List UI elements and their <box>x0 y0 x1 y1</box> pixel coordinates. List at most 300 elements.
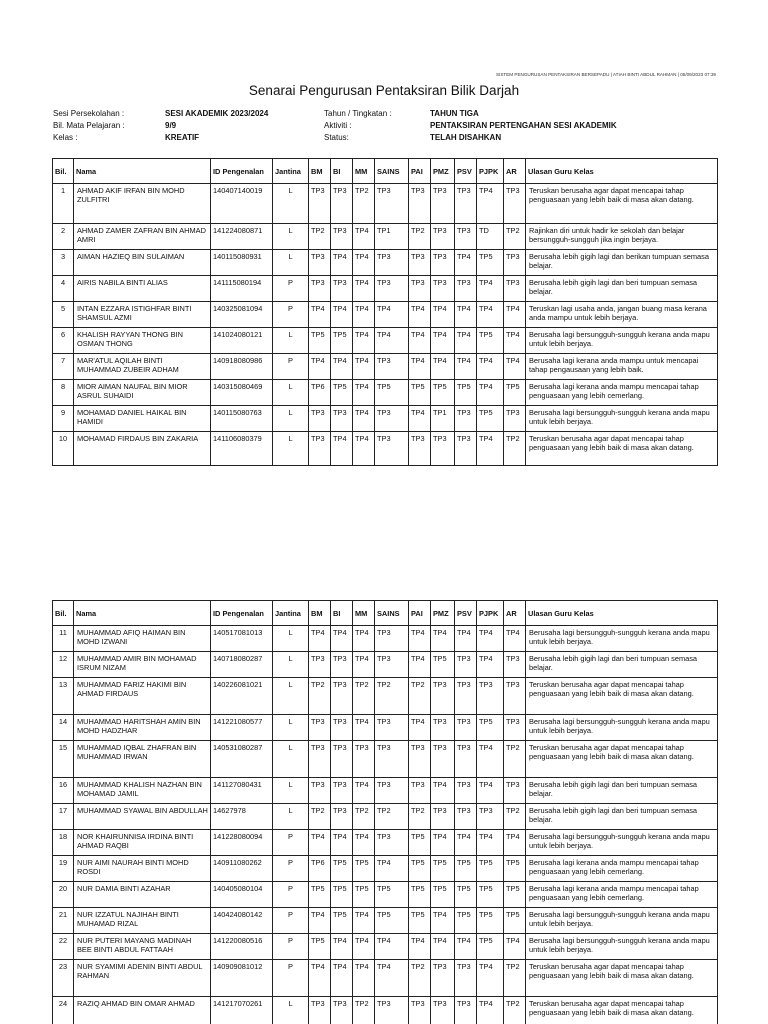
cell-pjpk: TP4 <box>477 184 504 224</box>
cell-psv: TP4 <box>455 250 477 276</box>
cell-ar: TP4 <box>504 302 526 328</box>
cell-ulasan: Berusaha lagi bersungguh-sungguh kerana anda mapu untuk lebih berjaya. <box>526 626 718 652</box>
cell-pmz: TP3 <box>431 741 455 778</box>
column-header-sains: SAINS <box>375 159 409 184</box>
cell-jantina: L <box>273 224 309 250</box>
cell-ar: TP3 <box>504 250 526 276</box>
cell-bi: TP5 <box>331 908 353 934</box>
cell-ar: TP4 <box>504 934 526 960</box>
cell-jantina: P <box>273 302 309 328</box>
cell-bi: TP3 <box>331 184 353 224</box>
column-header-bi: BI <box>331 601 353 626</box>
cell-ar: TP5 <box>504 380 526 406</box>
cell-pai: TP3 <box>409 250 431 276</box>
cell-jantina: L <box>273 804 309 830</box>
cell-ar: TP3 <box>504 778 526 804</box>
cell-jantina: L <box>273 406 309 432</box>
cell-bm: TP3 <box>309 778 331 804</box>
table-row <box>53 354 718 380</box>
cell-psv: TP3 <box>455 741 477 778</box>
cell-pai: TP5 <box>409 882 431 908</box>
cell-pai: TP3 <box>409 276 431 302</box>
cell-pmz: TP4 <box>431 934 455 960</box>
class-value: KREATIF <box>165 133 200 142</box>
cell-bil: 9 <box>53 406 74 432</box>
cell-bi: TP3 <box>331 778 353 804</box>
cell-psv: TP5 <box>455 908 477 934</box>
cell-ulasan: Berusaha lagi bersungguh-sungguh kerana anda mapu untuk lebih berjaya. <box>526 908 718 934</box>
cell-id-pengenalan: 140517081013 <box>211 626 273 652</box>
cell-jantina: P <box>273 882 309 908</box>
cell-pai: TP3 <box>409 741 431 778</box>
cell-pai: TP5 <box>409 908 431 934</box>
cell-pai: TP2 <box>409 804 431 830</box>
column-header-pjpk: PJPK <box>477 601 504 626</box>
cell-ar: TP5 <box>504 908 526 934</box>
class-info-panel <box>53 109 733 145</box>
cell-mm: TP5 <box>353 856 375 882</box>
cell-id-pengenalan: 140909081012 <box>211 960 273 997</box>
cell-sains: TP2 <box>375 678 409 715</box>
cell-bil: 16 <box>53 778 74 804</box>
cell-bil: 14 <box>53 715 74 741</box>
cell-bm: TP6 <box>309 380 331 406</box>
cell-jantina: L <box>273 741 309 778</box>
cell-pmz: TP3 <box>431 432 455 466</box>
cell-pjpk: TP4 <box>477 302 504 328</box>
cell-bil: 7 <box>53 354 74 380</box>
cell-psv: TP5 <box>455 882 477 908</box>
cell-psv: TP4 <box>455 830 477 856</box>
cell-bi: TP3 <box>331 678 353 715</box>
cell-pjpk: TP5 <box>477 328 504 354</box>
cell-bi: TP3 <box>331 741 353 778</box>
cell-ar: TP2 <box>504 804 526 830</box>
cell-jantina: L <box>273 678 309 715</box>
cell-pmz: TP3 <box>431 960 455 997</box>
cell-bi: TP3 <box>331 652 353 678</box>
cell-bm: TP5 <box>309 934 331 960</box>
cell-mm: TP4 <box>353 302 375 328</box>
cell-sains: TP3 <box>375 626 409 652</box>
cell-ulasan: Teruskan berusaha agar dapat mencapai tahap penguasaan yang lebih baik di masa akan datang. <box>526 432 718 466</box>
cell-ar: TP3 <box>504 678 526 715</box>
cell-nama: MOHAMAD DANIEL HAIKAL BIN HAMIDI <box>74 406 211 432</box>
cell-id-pengenalan: 140226081021 <box>211 678 273 715</box>
cell-nama: MOHAMAD FIRDAUS BIN ZAKARIA <box>74 432 211 466</box>
table-row <box>53 934 718 960</box>
cell-sains: TP4 <box>375 960 409 997</box>
cell-jantina: L <box>273 778 309 804</box>
cell-ulasan: Teruskan berusaha agar dapat mencapai tahap penguasaan yang lebih baik di masa akan datang. <box>526 960 718 997</box>
cell-pjpk: TP4 <box>477 354 504 380</box>
cell-sains: TP5 <box>375 380 409 406</box>
cell-mm: TP4 <box>353 354 375 380</box>
cell-bm: TP2 <box>309 224 331 250</box>
cell-psv: TP4 <box>455 354 477 380</box>
cell-pjpk: TP4 <box>477 652 504 678</box>
cell-sains: TP3 <box>375 741 409 778</box>
cell-pjpk: TP4 <box>477 626 504 652</box>
cell-bm: TP3 <box>309 997 331 1024</box>
cell-bi: TP4 <box>331 302 353 328</box>
cell-nama: MUHAMMAD KHALISH NAZHAN BIN MOHAMAD JAMIL <box>74 778 211 804</box>
cell-bi: TP5 <box>331 856 353 882</box>
table-row <box>53 960 718 997</box>
cell-pjpk: TP4 <box>477 432 504 466</box>
cell-mm: TP4 <box>353 432 375 466</box>
cell-bm: TP3 <box>309 652 331 678</box>
cell-nama: INTAN EZZARA ISTIGHFAR BINTI SHAMSUL AZMI <box>74 302 211 328</box>
cell-bil: 19 <box>53 856 74 882</box>
cell-pjpk: TP5 <box>477 882 504 908</box>
cell-jantina: P <box>273 908 309 934</box>
cell-pai: TP2 <box>409 960 431 997</box>
cell-bil: 24 <box>53 997 74 1024</box>
cell-id-pengenalan: 141024080121 <box>211 328 273 354</box>
cell-pjpk: TP4 <box>477 960 504 997</box>
table-row <box>53 432 718 466</box>
cell-bil: 8 <box>53 380 74 406</box>
cell-mm: TP5 <box>353 882 375 908</box>
cell-pmz: TP3 <box>431 715 455 741</box>
column-header-ar: AR <box>504 601 526 626</box>
cell-bil: 20 <box>53 882 74 908</box>
cell-pjpk: TP5 <box>477 934 504 960</box>
cell-psv: TP3 <box>455 804 477 830</box>
cell-psv: TP4 <box>455 328 477 354</box>
column-header-ulasan: Ulasan Guru Kelas <box>526 601 718 626</box>
cell-mm: TP4 <box>353 830 375 856</box>
cell-pmz: TP4 <box>431 354 455 380</box>
column-header-pjpk: PJPK <box>477 159 504 184</box>
cell-id-pengenalan: 141221080577 <box>211 715 273 741</box>
cell-ulasan: Teruskan berusaha agar dapat mencapai tahap penguasaan yang lebih baik di masa akan datang. <box>526 741 718 778</box>
cell-pai: TP3 <box>409 432 431 466</box>
cell-psv: TP3 <box>455 715 477 741</box>
cell-id-pengenalan: 140315080469 <box>211 380 273 406</box>
cell-bi: TP4 <box>331 250 353 276</box>
cell-ulasan: Teruskan berusaha agar dapat mencapai tahap penguasaan yang lebih baik di masa akan datang. <box>526 184 718 224</box>
cell-mm: TP2 <box>353 997 375 1024</box>
cell-psv: TP3 <box>455 432 477 466</box>
cell-bil: 12 <box>53 652 74 678</box>
status-value: TELAH DISAHKAN <box>430 133 502 142</box>
column-header-bi: BI <box>331 159 353 184</box>
cell-mm: TP4 <box>353 328 375 354</box>
cell-sains: TP3 <box>375 778 409 804</box>
column-header-nama: Nama <box>74 601 211 626</box>
cell-bm: TP5 <box>309 882 331 908</box>
table-row <box>53 406 718 432</box>
cell-bil: 13 <box>53 678 74 715</box>
cell-jantina: P <box>273 856 309 882</box>
cell-psv: TP4 <box>455 626 477 652</box>
cell-sains: TP5 <box>375 882 409 908</box>
meta-row-session <box>53 109 733 121</box>
cell-mm: TP4 <box>353 778 375 804</box>
cell-id-pengenalan: 141115080194 <box>211 276 273 302</box>
cell-pjpk: TP5 <box>477 908 504 934</box>
cell-pmz: TP5 <box>431 652 455 678</box>
cell-pmz: TP5 <box>431 856 455 882</box>
cell-psv: TP5 <box>455 856 477 882</box>
cell-ar: TP2 <box>504 741 526 778</box>
cell-pai: TP3 <box>409 778 431 804</box>
table-row <box>53 882 718 908</box>
cell-pjpk: TP5 <box>477 856 504 882</box>
column-header-ulasan: Ulasan Guru Kelas <box>526 159 718 184</box>
meta-row-subjects <box>53 121 733 133</box>
cell-ulasan: Berusaha lagi kerana anda mampu untuk mencapai tahap pengausaan yang lebih baik. <box>526 354 718 380</box>
column-header-psv: PSV <box>455 601 477 626</box>
cell-psv: TP4 <box>455 934 477 960</box>
cell-pmz: TP3 <box>431 997 455 1024</box>
cell-nama: RAZIQ AHMAD BIN OMAR AHMAD <box>74 997 211 1024</box>
cell-bil: 10 <box>53 432 74 466</box>
cell-pjpk: TP4 <box>477 380 504 406</box>
cell-nama: NUR IZZATUL NAJIHAH BINTI MUHAMAD RIZAL <box>74 908 211 934</box>
cell-ar: TP5 <box>504 882 526 908</box>
cell-id-pengenalan: 140115080763 <box>211 406 273 432</box>
table-row <box>53 804 718 830</box>
column-header-psv: PSV <box>455 159 477 184</box>
cell-pmz: TP4 <box>431 908 455 934</box>
cell-ar: TP4 <box>504 354 526 380</box>
cell-jantina: L <box>273 184 309 224</box>
cell-sains: TP3 <box>375 184 409 224</box>
cell-nama: NUR DAMIA BINTI AZAHAR <box>74 882 211 908</box>
column-header-bil: Bil. <box>53 159 74 184</box>
meta-row-class <box>53 133 733 145</box>
cell-pmz: TP3 <box>431 678 455 715</box>
cell-ar: TP2 <box>504 224 526 250</box>
cell-id-pengenalan: 141127080431 <box>211 778 273 804</box>
cell-bi: TP4 <box>331 830 353 856</box>
cell-bi: TP4 <box>331 934 353 960</box>
cell-ulasan: Berusaha lagi bersungguh-sungguh kerana anda mapu untuk lebih berjaya. <box>526 830 718 856</box>
cell-pmz: TP3 <box>431 184 455 224</box>
table-row <box>53 997 718 1024</box>
cell-pai: TP4 <box>409 715 431 741</box>
cell-pai: TP5 <box>409 380 431 406</box>
page-title: Senarai Pengurusan Pentaksiran Bilik Darjah <box>248 83 520 98</box>
cell-ulasan: Berusaha lebih gigih lagi dan berikan tumpuan semasa belajar. <box>526 250 718 276</box>
cell-nama: AHMAD AKIF IRFAN BIN MOHD ZULFITRI <box>74 184 211 224</box>
table-row <box>53 908 718 934</box>
cell-psv: TP3 <box>455 678 477 715</box>
cell-pmz: TP3 <box>431 250 455 276</box>
cell-id-pengenalan: 140718080287 <box>211 652 273 678</box>
subject-count-value: 9/9 <box>165 121 177 130</box>
cell-psv: TP3 <box>455 997 477 1024</box>
table-header-row <box>53 601 718 626</box>
cell-mm: TP2 <box>353 184 375 224</box>
column-header-pai: PAI <box>409 601 431 626</box>
cell-bm: TP5 <box>309 328 331 354</box>
cell-jantina: P <box>273 354 309 380</box>
cell-bi: TP3 <box>331 997 353 1024</box>
cell-ar: TP3 <box>504 406 526 432</box>
column-header-bm: BM <box>309 159 331 184</box>
cell-pai: TP3 <box>409 184 431 224</box>
cell-pai: TP4 <box>409 934 431 960</box>
cell-pjpk: TP4 <box>477 276 504 302</box>
cell-bm: TP2 <box>309 678 331 715</box>
cell-jantina: P <box>273 830 309 856</box>
cell-mm: TP3 <box>353 741 375 778</box>
cell-bm: TP3 <box>309 715 331 741</box>
cell-ulasan: Berusaha lagi kerana anda mampu mencapai tahap penguasaan yang lebih cemerlang. <box>526 882 718 908</box>
cell-mm: TP4 <box>353 960 375 997</box>
cell-pmz: TP5 <box>431 380 455 406</box>
cell-bm: TP4 <box>309 908 331 934</box>
table-row <box>53 276 718 302</box>
cell-ulasan: Berusaha lebih gigih lagi dan beri tumpuan semasa belajar. <box>526 276 718 302</box>
cell-sains: TP3 <box>375 652 409 678</box>
table-row <box>53 778 718 804</box>
system-info-line: SISTEM PENGURUSAN PENTAKSIRAN BERSEPADU | ATIAH BINTI ABDUL RAHMAN | 05/09/2023 07:39 <box>496 72 716 77</box>
cell-bi: TP3 <box>331 804 353 830</box>
cell-ulasan: Berusaha lagi kerana anda mampu mencapai tahap penguasaan yang lebih cemerlang. <box>526 856 718 882</box>
cell-id-pengenalan: 140918080986 <box>211 354 273 380</box>
cell-pjpk: TP4 <box>477 830 504 856</box>
cell-jantina: L <box>273 432 309 466</box>
session-value: SESI AKADEMIK 2023/2024 <box>165 109 269 118</box>
cell-pai: TP2 <box>409 678 431 715</box>
cell-jantina: P <box>273 960 309 997</box>
cell-bil: 22 <box>53 934 74 960</box>
cell-mm: TP4 <box>353 406 375 432</box>
cell-bi: TP4 <box>331 354 353 380</box>
column-header-mm: MM <box>353 601 375 626</box>
cell-pai: TP5 <box>409 856 431 882</box>
cell-psv: TP3 <box>455 276 477 302</box>
column-header-ar: AR <box>504 159 526 184</box>
cell-bm: TP3 <box>309 741 331 778</box>
cell-psv: TP3 <box>455 184 477 224</box>
cell-nama: MUHAMMAD SYAWAL BIN ABDULLAH <box>74 804 211 830</box>
cell-bm: TP3 <box>309 184 331 224</box>
cell-mm: TP4 <box>353 250 375 276</box>
cell-id-pengenalan: 140531080287 <box>211 741 273 778</box>
cell-sains: TP3 <box>375 432 409 466</box>
cell-sains: TP3 <box>375 354 409 380</box>
cell-bi: TP3 <box>331 276 353 302</box>
cell-sains: TP3 <box>375 715 409 741</box>
cell-bil: 23 <box>53 960 74 997</box>
cell-jantina: P <box>273 934 309 960</box>
cell-mm: TP4 <box>353 380 375 406</box>
cell-bi: TP4 <box>331 626 353 652</box>
cell-ulasan: Teruskan lagi usaha anda, jangan buang masa kerana anda mampu untuk lebih berjaya. <box>526 302 718 328</box>
cell-nama: AIRIS NABILA BINTI ALIAS <box>74 276 211 302</box>
cell-mm: TP4 <box>353 626 375 652</box>
cell-bil: 1 <box>53 184 74 224</box>
cell-id-pengenalan: 141217070261 <box>211 997 273 1024</box>
cell-ar: TP3 <box>504 652 526 678</box>
activity-value: PENTAKSIRAN PERTENGAHAN SESI AKADEMIK <box>430 121 617 130</box>
cell-ar: TP4 <box>504 626 526 652</box>
cell-pjpk: TP3 <box>477 804 504 830</box>
cell-id-pengenalan: 140407140019 <box>211 184 273 224</box>
cell-ulasan: Berusaha lebih gigih lagi dan beri tumpuan semasa belajar. <box>526 804 718 830</box>
cell-mm: TP2 <box>353 678 375 715</box>
cell-ar: TP5 <box>504 856 526 882</box>
cell-sains: TP5 <box>375 908 409 934</box>
cell-psv: TP3 <box>455 960 477 997</box>
column-header-pai: PAI <box>409 159 431 184</box>
cell-bi: TP3 <box>331 224 353 250</box>
cell-jantina: L <box>273 997 309 1024</box>
table-row <box>53 715 718 741</box>
cell-mm: TP4 <box>353 652 375 678</box>
cell-sains: TP3 <box>375 997 409 1024</box>
table-header-row <box>53 159 718 184</box>
cell-nama: MUHAMMAD AFIQ HAIMAN BIN MOHD IZWANI <box>74 626 211 652</box>
cell-pmz: TP4 <box>431 302 455 328</box>
activity-label: Aktiviti : <box>324 121 352 130</box>
cell-ar: TP2 <box>504 960 526 997</box>
table-row <box>53 224 718 250</box>
cell-pjpk: TP5 <box>477 406 504 432</box>
cell-pjpk: TD <box>477 224 504 250</box>
cell-jantina: L <box>273 328 309 354</box>
cell-jantina: L <box>273 652 309 678</box>
cell-ar: TP3 <box>504 276 526 302</box>
cell-jantina: L <box>273 380 309 406</box>
column-header-mm: MM <box>353 159 375 184</box>
cell-ulasan: Teruskan berusaha agar dapat mencapai tahap penguasaan yang lebih baik di masa akan datang. <box>526 678 718 715</box>
year-value: TAHUN TIGA <box>430 109 479 118</box>
cell-ar: TP3 <box>504 184 526 224</box>
cell-pjpk: TP5 <box>477 250 504 276</box>
cell-mm: TP4 <box>353 276 375 302</box>
class-label: Kelas : <box>53 133 78 142</box>
cell-pai: TP5 <box>409 830 431 856</box>
cell-pmz: TP4 <box>431 626 455 652</box>
cell-bi: TP5 <box>331 882 353 908</box>
cell-nama: AHMAD ZAMER ZAFRAN BIN AHMAD AMRI <box>74 224 211 250</box>
column-header-sains: SAINS <box>375 601 409 626</box>
cell-ulasan: Berusaha lebih gigih lagi dan beri tumpuan semasa belajar. <box>526 652 718 678</box>
cell-psv: TP3 <box>455 652 477 678</box>
assessment-table-page2 <box>52 600 718 1024</box>
cell-ar: TP4 <box>504 328 526 354</box>
cell-nama: NUR PUTERI MAYANG MADINAH BEE BINTI ABDUL FATTAAH <box>74 934 211 960</box>
cell-pai: TP4 <box>409 302 431 328</box>
cell-pai: TP4 <box>409 626 431 652</box>
table-row <box>53 652 718 678</box>
cell-pjpk: TP3 <box>477 678 504 715</box>
table-row <box>53 678 718 715</box>
cell-sains: TP4 <box>375 328 409 354</box>
status-label: Status: <box>324 133 349 142</box>
cell-id-pengenalan: 141228080094 <box>211 830 273 856</box>
cell-pjpk: TP4 <box>477 778 504 804</box>
cell-bm: TP2 <box>309 804 331 830</box>
cell-bi: TP5 <box>331 328 353 354</box>
cell-bm: TP4 <box>309 830 331 856</box>
cell-sains: TP3 <box>375 250 409 276</box>
cell-bm: TP3 <box>309 250 331 276</box>
cell-sains: TP2 <box>375 804 409 830</box>
cell-pai: TP4 <box>409 406 431 432</box>
cell-pmz: TP3 <box>431 804 455 830</box>
cell-bil: 2 <box>53 224 74 250</box>
cell-pmz: TP3 <box>431 276 455 302</box>
cell-bm: TP4 <box>309 626 331 652</box>
